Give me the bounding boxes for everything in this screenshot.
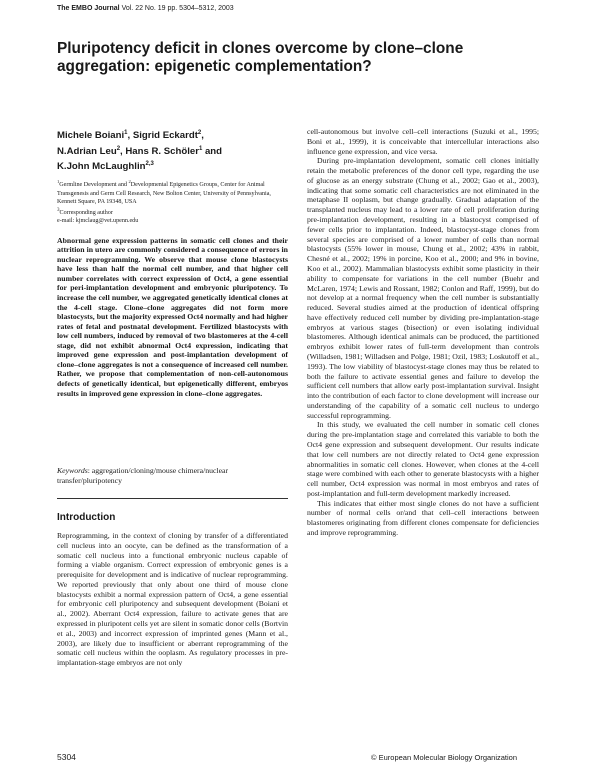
correspondence xyxy=(57,206,282,225)
running-header xyxy=(57,5,234,12)
keywords-text: : aggregation/cloning/mouse chimera/nuclear transfer/pluripotency xyxy=(57,466,229,485)
affiliation-sup: 1 xyxy=(124,130,128,136)
affiliation-sup: 2 xyxy=(197,130,202,136)
paragraph: cell-autonomous but involve cell–cell interactions (Suzuki et al., 1995; Boni et al., 1999), it is conceivable that intercellular interactions also influence gene expression, and vice versa. xyxy=(307,127,539,156)
paragraph: This indicates that either most single clones do not have a sufficient number of normal cells or/and that cell–cell interactions between blastomeres originating from different clones compensate for deficiencies and improve reprogramming. xyxy=(307,498,539,538)
section-divider xyxy=(57,498,288,499)
keywords-label: Keywords xyxy=(57,466,88,475)
author-name: , Sigrid Eckardt xyxy=(127,130,198,142)
affiliation-text: Germline Development and xyxy=(59,182,129,189)
author-list xyxy=(57,127,272,174)
affiliation-sup: 2,3 xyxy=(145,161,154,168)
affiliations xyxy=(57,178,282,207)
author-name: N.Adrian Leu xyxy=(57,145,117,157)
affiliation-sup: 3 xyxy=(57,207,60,213)
publisher-notice: © European Molecular Biology Organization xyxy=(371,753,518,762)
page-number: 5304 xyxy=(57,752,76,762)
body-column-right xyxy=(307,127,539,538)
issue-info: Vol. 22 No. 19 pp. 5304–5312, 2003 xyxy=(121,5,234,12)
paragraph: Reprogramming, in the context of cloning by transfer of a differentiated cell nucleus into an oocyte, can be defined as the transformation of a somatic cell nucleus into a functional embryonic nucleus capable of forming a viable organism. Correct expression of embryonic genes is a prerequisite for development and is indicative of nuclear reprogramming. We reported previously that only about one third of mouse clone blastocysts exhibit a normal expression pattern of Oct4, a gene essential for embryonic cell pluripotency and subsequent development (Boiani et al., 2002). Aberrant Oct4 expression, failure to activate genes that are expressed in pluripotent cells yet are silent in somatic donor cells (Bortvin et al., 2003) and incorrect expression of imprinted genes (Mann et al., 2003), are likely due to insufficient or aberrant reprogramming of the somatic cell nucleus within the ooplasm. As regulatory processes in pre-implantation-stage embryos are not only xyxy=(57,531,288,668)
body-column-left xyxy=(57,531,288,668)
affiliation-sup: 2 xyxy=(116,145,121,152)
author-sep: and xyxy=(202,145,223,157)
journal-name: The EMBO Journal xyxy=(57,5,120,12)
article-title: Pluripotency deficit in clones overcome by clone–clone aggregation: epigenetic complementation? xyxy=(57,40,464,75)
paragraph: During pre-implantation development, somatic cell clones initially retain the metabolic preferences of the donor cell type, regarding the use of glucose as an energy substrate (Chung et al., 2002; Gao et al., 2003), indicating that some somatic cell characteristics are not eliminated in the metaphase II ooplasm, but change gradually. Gradual adaptation of the transplanted nucleus may lead to a lower rate of cell proliferation during pre-implantation development, resulting in a blastocyst comprised of fewer cells prior to implantation. Indeed, blastocyst-stage clones from several species are comprised of a lower number of cells than normal blastocysts (55% lower in mouse, Chung et al., 2002; 43% in rabbit, Chesné et al., 2002; 19% in porcine, Koo et al., 2000; and 9% in bovine, Koo et al., 2002). Mammalian blastocysts exhibit some plasticity in their ability to compensate for variations in the cell number (Buehr and McLaren, 1974; Lewis and Rossant, 1982; Conlon and Raff, 1999), but do not develop at a normal frequency when the cell number is substantially reduced. Several studies aimed at the production of identical offspring have effectively reduced cell number by dividing pre-implantation-stage embryos at various stages (bisection) or even isolating individual blastomeres. Although identical animals can be produced, the partitioned embryos exhibit lower rates of full-term development than controls (Willadsen, 1981; Willadsen and Polge, 1981; Ozil, 1983; Loskutoff et al., 1993). The low viability of blastocyst-stage clones may thus be related to both the failure to activate essential genes and failure to develop the sufficient cell numbers that allow early post-implantation survival. Insight into the contribution of each factor to clone development will increase our understanding of the capability of a somatic cell nucleus to undergo successful reprogramming. xyxy=(307,156,539,420)
author-name: K.John McLaughlin xyxy=(57,161,146,173)
correspondence-email: e-mail: kjmclaug@vet.upenn.edu xyxy=(57,218,139,225)
affiliation-sup: 1 xyxy=(198,145,203,152)
author-line xyxy=(57,158,272,174)
affiliation-sup: 1 xyxy=(57,179,60,184)
author-name: Michele Boiani xyxy=(57,130,125,142)
keywords xyxy=(57,466,288,485)
abstract: Abnormal gene expression patterns in somatic cell clones and their attrition in utero are commonly considered a consequence of errors in nuclear reprogramming. We observe that mouse clone blastocysts have less than half the normal cell number, and that higher cell number correlates with correct expression of Oct4, a gene essential for peri-implantation development and embryonic pluripotency. To increase the cell number, we aggregated genetically identical clones at the 4-cell stage. Clone–clone aggregates did not form more blastocysts, but the majority expressed Oct4 normally and had higher rates of fetal and postnatal development. Fertilized blastocysts with low cell numbers, induced by removal of two blastomeres at the 4-cell stage, did not exhibit abnormal Oct4 expression, indicating that improved gene expression and post-implantation development of clone–clone aggregates is not a consequence of increased cell number. Rather, we propose that complementation of non-cell-autonomous defects of genetically identical, but epigenetically different, embryos results in improved gene expression in clone–clone aggregates. xyxy=(57,235,288,398)
author-name: , Hans R. Schöler xyxy=(120,145,199,157)
affiliation-sup: 2 xyxy=(128,179,131,184)
author-line xyxy=(57,143,272,159)
affiliation-text: Developmental Epigenetics Groups, Center for Animal Transgenesis and Germ Cell Research, New Bolton Center, University of Pennsylvania, Kennett Square, PA 19348, USA xyxy=(57,182,271,206)
author-sep: , xyxy=(201,130,204,142)
section-heading: Introduction xyxy=(57,512,116,523)
author-line xyxy=(57,127,272,143)
correspondence-label-text: Corresponding author xyxy=(59,210,113,217)
paragraph: In this study, we evaluated the cell number in somatic cell clones during the pre-implantation stage and correlated this variable to both the Oct4 gene expression and subsequent development. Our results indicate that low cell numbers are not directly related to Oct4 gene expression abnormalities in somatic cell clones. However, when clones at the 4-cell stage were combined with each other to generate blastocysts with a higher cell number, Oct4 expression was normal in most embryos and rates of post-implantation and full-term development markedly increased. xyxy=(307,420,539,498)
correspondence-label xyxy=(57,206,282,217)
